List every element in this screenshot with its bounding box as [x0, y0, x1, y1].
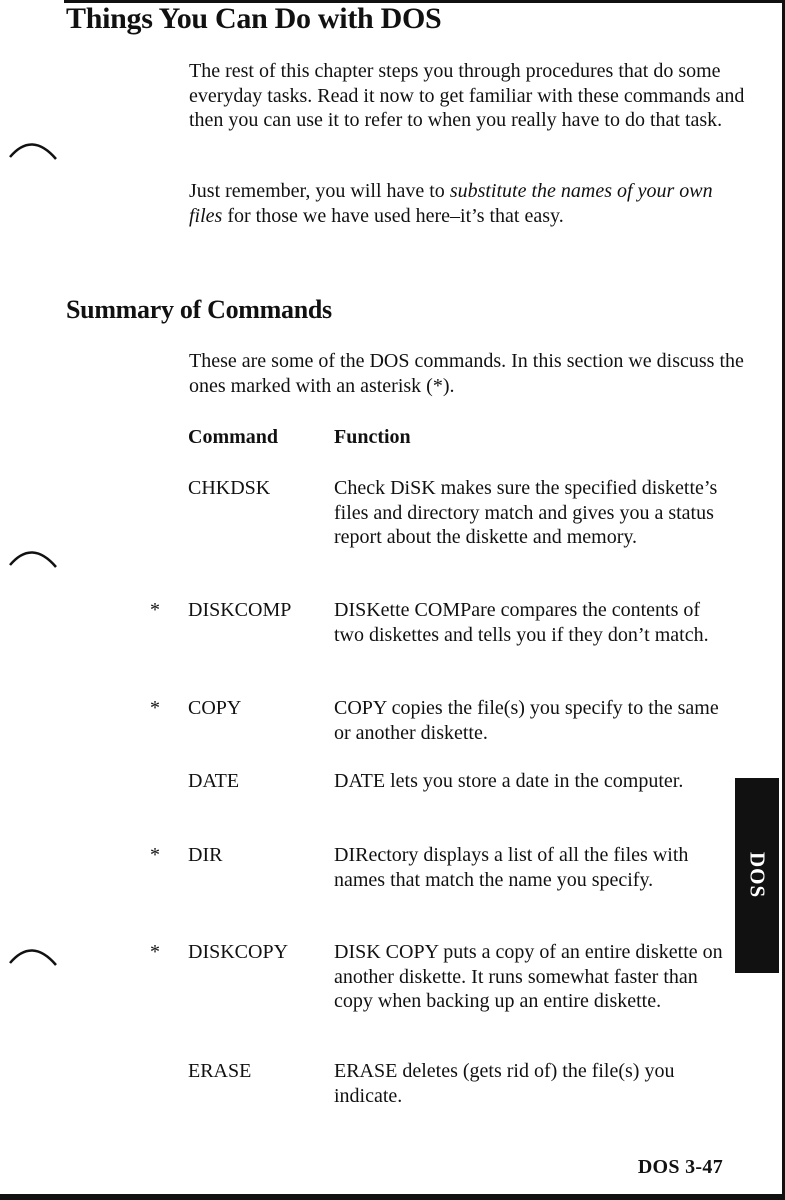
intro-paragraph-1: The rest of this chapter steps you through procedures that do some everyday tasks. Read it now to get familiar with these commands and then you can use it to refer to when you really have to do that task.: [189, 60, 745, 131]
command-name: CHKDSK: [188, 477, 271, 499]
header-command: Command: [188, 426, 279, 448]
command-function: COPY copies the file(s) you specify to the same or another diskette.: [334, 697, 719, 744]
asterisk-marker: [150, 1059, 188, 1119]
asterisk-marker: [150, 476, 188, 598]
command-name: DIR: [188, 844, 223, 866]
command-name: ERASE: [188, 1060, 252, 1082]
command-name: DISKCOPY: [188, 941, 289, 963]
binder-hole-arc-middle: [8, 543, 58, 573]
header-function: Function: [334, 426, 411, 448]
binder-hole-arc-top: [8, 135, 58, 165]
table-row: [150, 769, 740, 843]
binder-hole-arc-bottom: [8, 941, 58, 971]
table-row: [150, 598, 740, 696]
section-intro: These are some of the DOS commands. In this section we discuss the ones marked with an asterisk (*).: [189, 350, 744, 397]
command-function: ERASE deletes (gets rid of) the file(s) you indicate.: [334, 1060, 675, 1107]
asterisk-marker: *: [150, 941, 160, 963]
command-name: DATE: [188, 770, 240, 792]
table-header: [150, 425, 740, 476]
chapter-tab-label: DOS: [745, 852, 770, 899]
page-title: Things You Can Do with DOS: [66, 2, 442, 35]
command-function: DATE lets you store a date in the computer.: [334, 770, 684, 792]
intro-p2-before: Just remember, you will have to: [189, 180, 450, 202]
asterisk-marker: *: [150, 599, 160, 621]
command-function: DIRectory displays a list of all the files with names that match the name you specify.: [334, 844, 689, 891]
command-function: DISKette COMPare compares the contents of two diskettes and tells you if they don’t match.: [334, 599, 709, 646]
intro-p2-emphasis: substitute the names of your own files: [189, 180, 713, 227]
intro-paragraph-2: [189, 179, 749, 228]
bottom-edge-rule: [0, 1194, 785, 1200]
table-row: [150, 940, 740, 1059]
table-row: [150, 476, 740, 598]
asterisk-marker: *: [150, 844, 160, 866]
commands-table: [150, 425, 740, 1119]
asterisk-marker: *: [150, 697, 160, 719]
table-row: [150, 843, 740, 940]
table-row: [150, 1059, 740, 1119]
page-footer: DOS 3-47: [637, 1156, 723, 1178]
intro-p2-after: for those we have used here–it’s that easy.: [222, 204, 564, 227]
command-function: Check DiSK makes sure the specified diskette’s files and directory match and gives you a status report about the diskette and memory.: [334, 477, 718, 548]
command-name: DISKCOMP: [188, 599, 292, 621]
command-function: DISK COPY puts a copy of an entire diskette on another diskette. It runs somewhat faster than copy when backing up an entire diskette.: [334, 941, 723, 1012]
chapter-tab: [735, 778, 779, 973]
section-heading: Summary of Commands: [66, 295, 332, 324]
table-row: [150, 696, 740, 769]
asterisk-marker: [150, 769, 188, 843]
command-name: COPY: [188, 697, 242, 719]
